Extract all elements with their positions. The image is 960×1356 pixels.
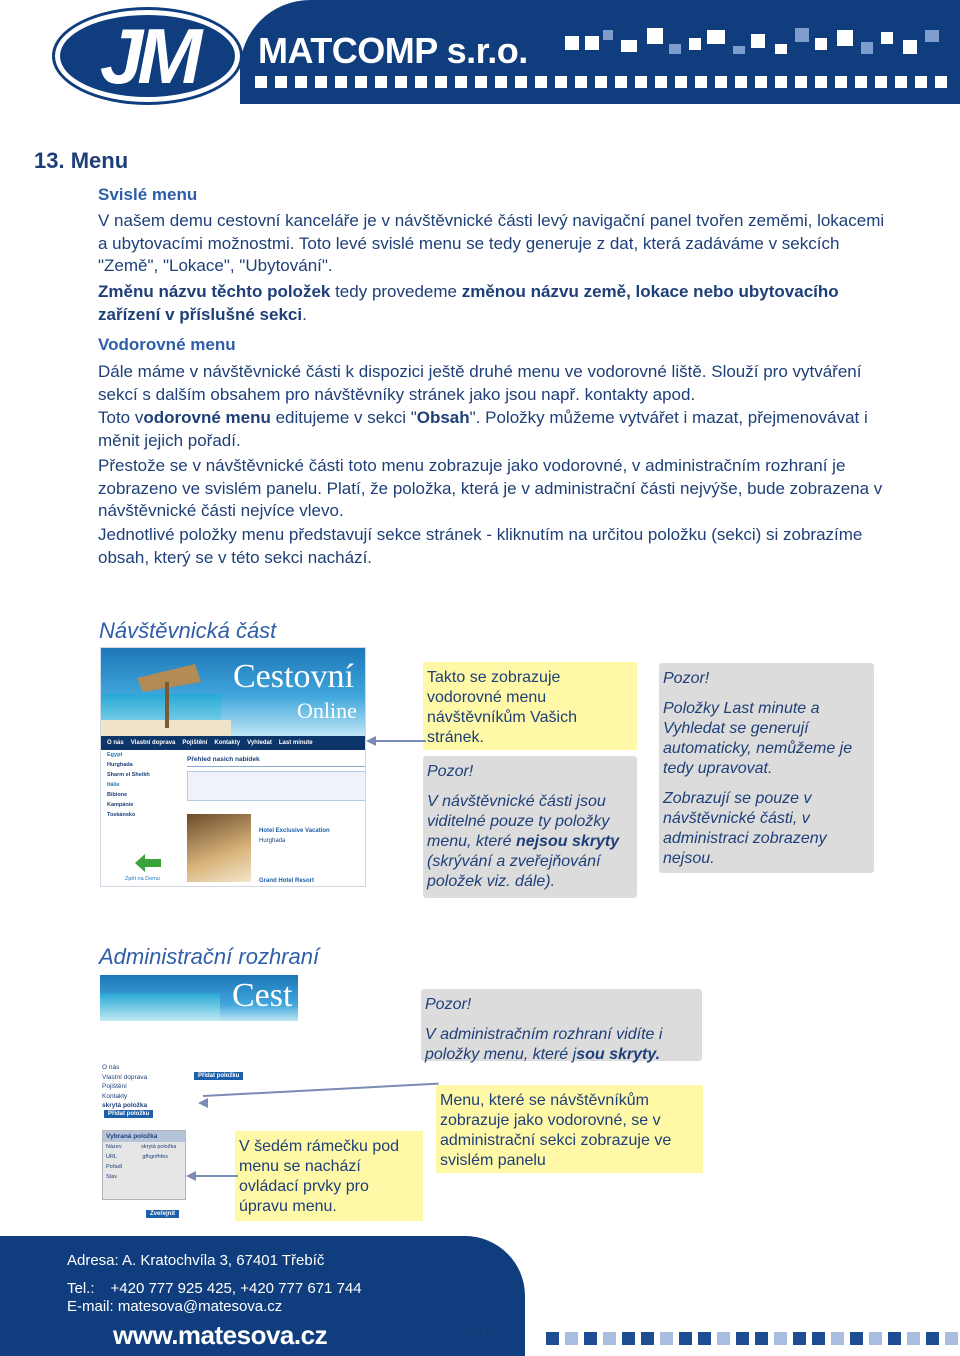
site-brand: Cestovní: [233, 658, 354, 695]
note-title: Pozor!: [663, 670, 710, 687]
side-item[interactable]: Bibione: [107, 792, 128, 798]
arrow-line: [190, 1175, 238, 1177]
text: editujeme v sekci ": [270, 408, 417, 427]
decorative-squares: [565, 28, 955, 98]
note-visible-items: [423, 756, 637, 898]
hotel-list: [259, 826, 330, 886]
banner-sea: [100, 993, 220, 1021]
side-item[interactable]: Toskánsko: [107, 812, 136, 818]
side-item[interactable]: Sharm el Sheikh: [107, 772, 150, 778]
row-label: Název: [106, 1144, 122, 1150]
menu-item[interactable]: Last minute: [278, 740, 313, 746]
note-text: (skrývání a zveřejňování položek viz. dále).: [427, 853, 601, 890]
footer-phone: [67, 1280, 362, 1297]
add-item-button[interactable]: Přidat položku: [194, 1072, 243, 1080]
bold-text: nejsou skryty: [515, 833, 620, 850]
phone-value: +420 777 925 425, +420 777 671 744: [110, 1280, 362, 1297]
menu-item[interactable]: Vlastní doprava: [102, 1073, 148, 1081]
bold-text: Změnu názvu těchto položek: [98, 282, 331, 301]
panel-title: Vybraná položka: [103, 1131, 185, 1142]
horizontal-menu-heading: Vodorovné menu: [98, 335, 236, 354]
site-brand-sub: Online: [297, 698, 357, 723]
note-title: Pozor!: [427, 763, 474, 780]
search-form[interactable]: [187, 771, 366, 801]
panel-row: [103, 1142, 185, 1152]
publish-button[interactable]: Zveřejnit: [146, 1210, 179, 1218]
admin-section-heading: Administrační rozhraní: [99, 944, 320, 969]
text: tedy provedeme: [330, 282, 462, 301]
note-vertical-panel: Menu, které se návštěvníkům zobrazuje jako vodorovné, se v administrační sekci zobrazuje ve svislém panelu: [436, 1085, 703, 1173]
row-value[interactable]: skrytá položka: [141, 1144, 177, 1150]
page-number: -20-: [467, 1324, 498, 1343]
company-name: MATCOMP s.r.o.: [258, 30, 528, 71]
side-item[interactable]: Kampánie: [107, 802, 134, 808]
arrow-head: [366, 736, 376, 746]
menu-item[interactable]: Vyhledat: [247, 740, 272, 746]
palm-umbrella-icon: [135, 652, 205, 728]
add-item-button-2[interactable]: Přidat položku: [104, 1110, 153, 1118]
address-value: A. Kratochvíla 3, 67401 Třebíč: [122, 1252, 325, 1269]
text: Toto v: [98, 408, 144, 427]
visitor-screenshot: [100, 647, 366, 887]
back-link[interactable]: Zpět na Domu: [125, 876, 160, 882]
menu-item[interactable]: Kontakty: [214, 740, 241, 746]
side-item[interactable]: Hurghada: [107, 762, 133, 768]
admin-vertical-menu: [102, 1063, 198, 1111]
text: ". Položky můžeme vytvářet i mazat, přejmenovávat i měnit jejich pořadí.: [98, 408, 868, 450]
phone-label: Tel.:: [67, 1280, 95, 1297]
vertical-menu-paragraph: V našem demu cestovní kanceláře je v návštěvnické části levý navigační panel tvořen zeměmi, lokacemi a ubytovacími možnostmi. Toto levé svislé menu se tedy generuje z dat, která zadáváme v sekcích "Země", "Lokace", "Ubytování".: [98, 211, 885, 275]
menu-item[interactable]: Pojištění: [102, 1083, 127, 1090]
note-text: Položky Last minute a Vyhledat se generují automaticky, nemůžeme je tedy upravovat.: [663, 700, 853, 777]
page-title: 13. Menu: [34, 148, 129, 173]
selected-item-panel: [102, 1130, 186, 1200]
menu-item[interactable]: O nás: [102, 1064, 120, 1071]
logo-text: JM: [99, 12, 197, 100]
note-hidden-items: [421, 989, 702, 1061]
panel-row: [103, 1152, 185, 1162]
horizontal-menu-paragraph-1: Dále máme v návštěvnické části k dispozici ještě druhé menu ve vodorovné liště. Slouží pro vytváření sekcí s dalším obsahem pro návštěvníky stránek jako jsou např. kontakty apod.: [98, 362, 862, 404]
bold-text: Obsah: [416, 408, 470, 427]
page-header: [0, 0, 960, 110]
green-arrow-icon: [135, 854, 161, 872]
horizontal-menu-paragraph-4: Jednotlivé položky menu představují sekce stránek - kliknutím na určitou položku (sekci) si zobrazíme obsah, který se v této sekci nachází.: [98, 525, 863, 567]
note-text: V návštěvnické části jsou viditelné pouze ty položky menu, které: [427, 793, 610, 850]
content-area: [187, 756, 366, 887]
vertical-menu-heading: Svislé menu: [98, 185, 198, 204]
arrow-head: [198, 1098, 208, 1108]
note-auto-items: [659, 663, 874, 873]
horizontal-menu-paragraph-3: Přestože se v návštěvnické části toto menu zobrazuje jako vodorovné, v administračním rozhraní je zobrazeno ve svislém panelu. Platí, že položka, která je v administrační části nejvýše, bude zobrazena v návštěvnické části nejvíce vlevo.: [98, 456, 883, 520]
footer-address: [67, 1252, 324, 1269]
hotel-name[interactable]: Grand Hotel Resort: [259, 878, 315, 884]
bold-text: změnou názvu země, lokace nebo ubytovacího zařízení v příslušné sekci: [98, 282, 839, 324]
menu-item[interactable]: Pojištění: [182, 740, 208, 746]
note-gray-frame: V šedém rámečku pod menu se nachází ovládací prvky pro úpravu menu.: [235, 1131, 423, 1221]
address-label: Adresa:: [67, 1252, 119, 1269]
box-title: Přehled nasich nabídek: [187, 756, 366, 767]
panel-row: Stav: [106, 1174, 118, 1180]
site-brand: Cest: [232, 977, 293, 1014]
note-text: Zobrazují se pouze v návštěvnické části, v administraci zobrazeny nejsou.: [663, 790, 827, 867]
horizontal-menu: [101, 736, 366, 750]
email-label: E-mail:: [67, 1298, 114, 1315]
menu-item[interactable]: Vlastní doprava: [130, 740, 176, 746]
side-item[interactable]: Egypt: [107, 752, 123, 758]
menu-item-hidden[interactable]: skrytá položka: [102, 1102, 148, 1109]
side-item[interactable]: Itálie: [107, 782, 120, 788]
page-footer: [0, 1236, 960, 1356]
visitor-section-heading: Návštěvnická část: [99, 618, 277, 643]
row-label: URL: [106, 1154, 117, 1160]
text: .: [302, 304, 307, 324]
arrow-line: [370, 740, 426, 742]
decorative-squares: [546, 1332, 960, 1350]
hotel-photo: [187, 814, 251, 882]
note-horizontal-menu: Takto se zobrazuje vodorovné menu návštěvníkům Vašich stránek.: [423, 662, 637, 750]
footer-email: [67, 1298, 282, 1315]
arrow-head: [186, 1171, 196, 1181]
note-text: V administračním rozhraní vidíte i položky menu, které j: [425, 1026, 663, 1063]
menu-item[interactable]: O nás: [107, 740, 124, 746]
menu-item[interactable]: Kontakty: [102, 1092, 128, 1100]
vertical-menu-note: [98, 281, 898, 326]
footer-website[interactable]: www.matesova.cz: [113, 1320, 328, 1350]
row-value[interactable]: gfhgnfhfes: [142, 1154, 169, 1160]
bold-text: odorovné menu: [143, 408, 271, 427]
hotel-name[interactable]: Hotel Exclusive Vacation: [259, 828, 330, 834]
email-value[interactable]: matesova@matesova.cz: [117, 1298, 283, 1315]
hotel-location: Hurghada: [259, 838, 286, 844]
horizontal-menu-paragraph-2: [98, 407, 898, 452]
panel-row: Pořadí: [106, 1164, 123, 1170]
note-title: Pozor!: [425, 996, 472, 1013]
bold-text: sou skryty.: [576, 1046, 661, 1063]
